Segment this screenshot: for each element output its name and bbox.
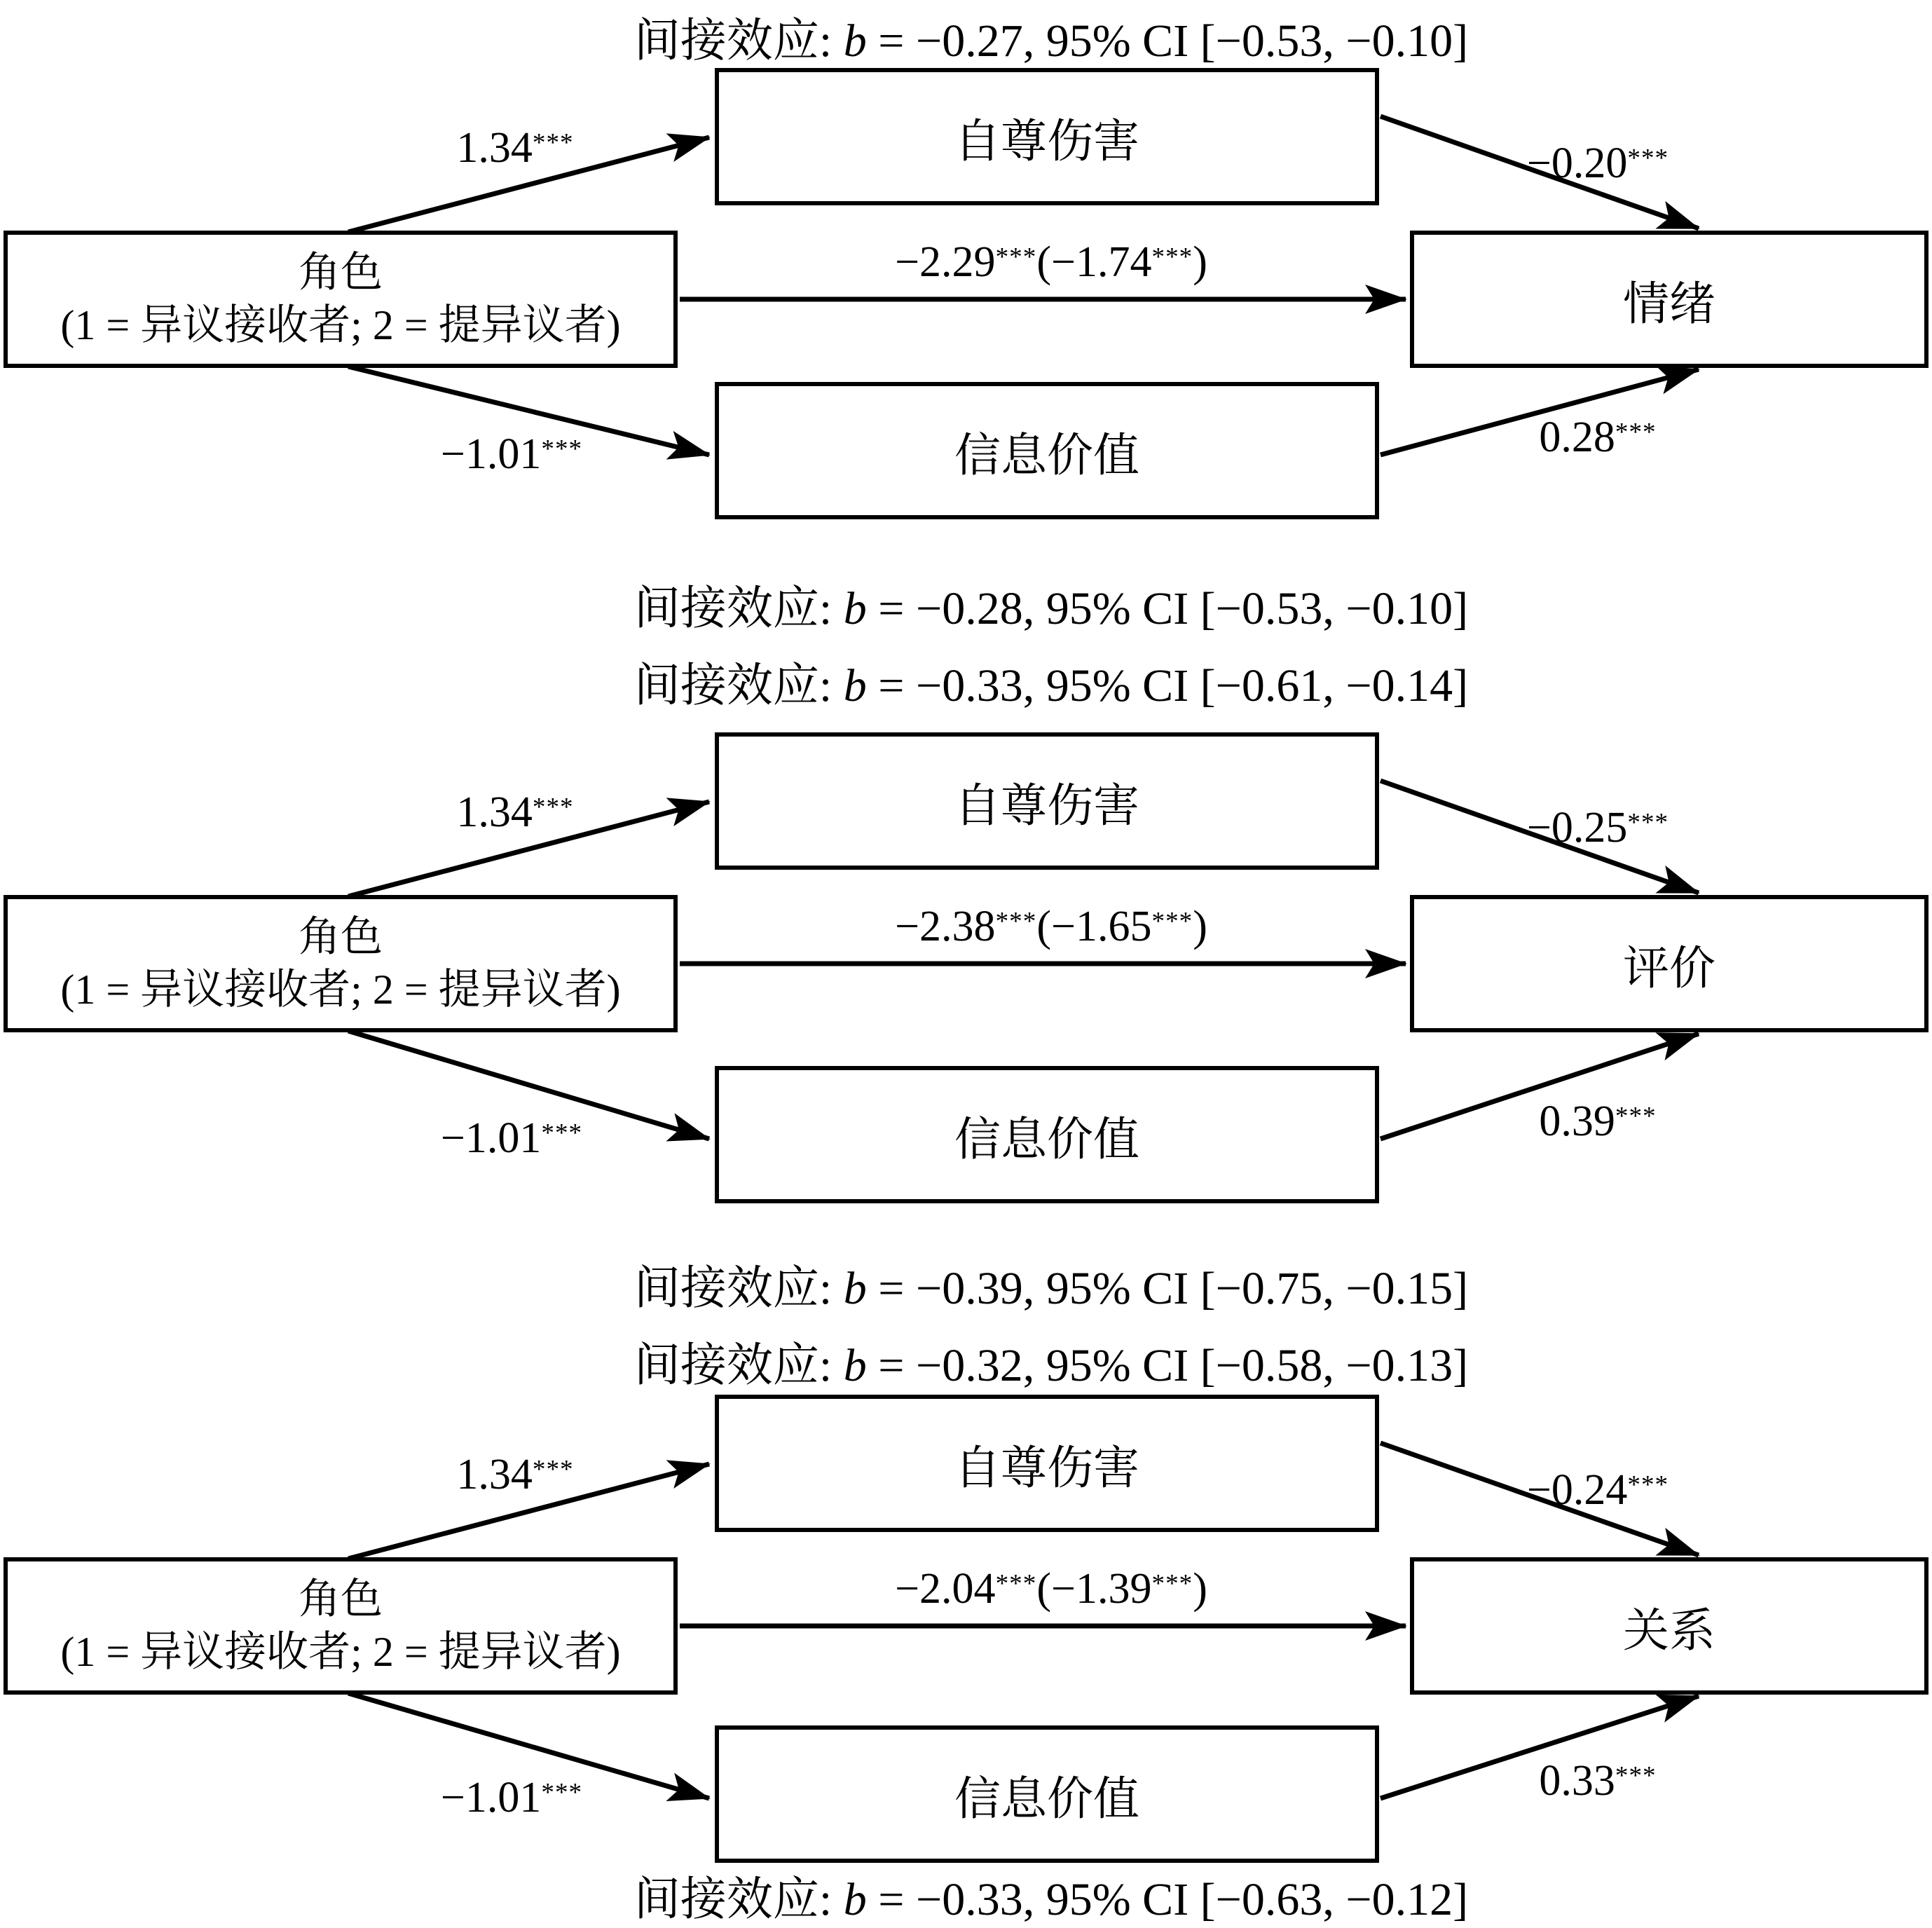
predictor-coding: (1 = 异议接收者; 2 = 提异议者) <box>60 966 621 1013</box>
outcome-box <box>1410 1557 1928 1695</box>
predictor-title: 角色 <box>299 249 383 296</box>
predictor-title: 角色 <box>299 1576 383 1622</box>
predictor-coding: (1 = 异议接收者; 2 = 提异议者) <box>60 1629 621 1675</box>
predictor-coding: (1 = 异议接收者; 2 = 提异议者) <box>60 302 621 348</box>
predictor-box <box>4 895 678 1032</box>
outcome-box <box>1410 231 1928 368</box>
mediator-top-box <box>715 732 1379 870</box>
path-c-label: −1.01*** <box>440 1114 583 1162</box>
mediator-top-label: 自尊伤害 <box>954 1442 1139 1494</box>
indirect-effect-top-text: 间接效应: b = −0.33, 95% CI [−0.61, −0.14] <box>633 660 1469 711</box>
outcome-box <box>1410 895 1928 1032</box>
mediator-bottom-label: 信息价值 <box>954 1773 1139 1825</box>
path-a-label: 1.34*** <box>456 788 574 836</box>
mediator-bottom-box <box>715 1066 1379 1203</box>
outcome-label: 关系 <box>1623 1605 1715 1657</box>
path-b-top-label: −0.24*** <box>1526 1466 1669 1514</box>
path-b-bottom-label: 0.28*** <box>1539 413 1657 461</box>
mediator-top-box <box>715 68 1379 205</box>
path-a-label: 1.34*** <box>456 124 574 172</box>
indirect-effect-bottom-text: 间接效应: b = −0.28, 95% CI [−0.53, −0.10] <box>633 583 1469 634</box>
indirect-effect-bottom-text: 间接效应: b = −0.39, 95% CI [−0.75, −0.15] <box>633 1263 1469 1314</box>
outcome-label: 情绪 <box>1623 278 1715 330</box>
path-b-bottom-label: 0.39*** <box>1539 1098 1657 1145</box>
mediator-bottom-box <box>715 382 1379 519</box>
path-b-top-label: −0.20*** <box>1526 139 1669 187</box>
path-c-label: −1.01*** <box>440 430 583 478</box>
mediator-top-label: 自尊伤害 <box>954 116 1139 167</box>
path-b-bottom-label: 0.33*** <box>1539 1757 1657 1805</box>
direct-effect-label: −2.38***(−1.65***) <box>895 903 1207 950</box>
predictor-title: 角色 <box>299 914 383 960</box>
indirect-effect-bottom-text: 间接效应: b = −0.33, 95% CI [−0.63, −0.12] <box>633 1874 1469 1925</box>
outcome-label: 评价 <box>1623 943 1715 994</box>
indirect-effect-top-text: 间接效应: b = −0.27, 95% CI [−0.53, −0.10] <box>633 15 1469 67</box>
mediator-bottom-label: 信息价值 <box>954 1114 1139 1165</box>
mediator-top-box <box>715 1395 1379 1532</box>
direct-effect-label: −2.04***(−1.39***) <box>895 1565 1207 1613</box>
predictor-box <box>4 1557 678 1695</box>
mediator-top-label: 自尊伤害 <box>954 780 1139 832</box>
path-b-top-label: −0.25*** <box>1526 804 1669 852</box>
indirect-effect-top-text: 间接效应: b = −0.32, 95% CI [−0.58, −0.13] <box>633 1340 1469 1391</box>
path-c-label: −1.01*** <box>440 1774 583 1821</box>
direct-effect-label: −2.29***(−1.74***) <box>895 238 1207 286</box>
path-a-label: 1.34*** <box>456 1451 574 1498</box>
mediator-bottom-label: 信息价值 <box>954 430 1139 481</box>
mediator-bottom-box <box>715 1725 1379 1863</box>
predictor-box <box>4 231 678 368</box>
